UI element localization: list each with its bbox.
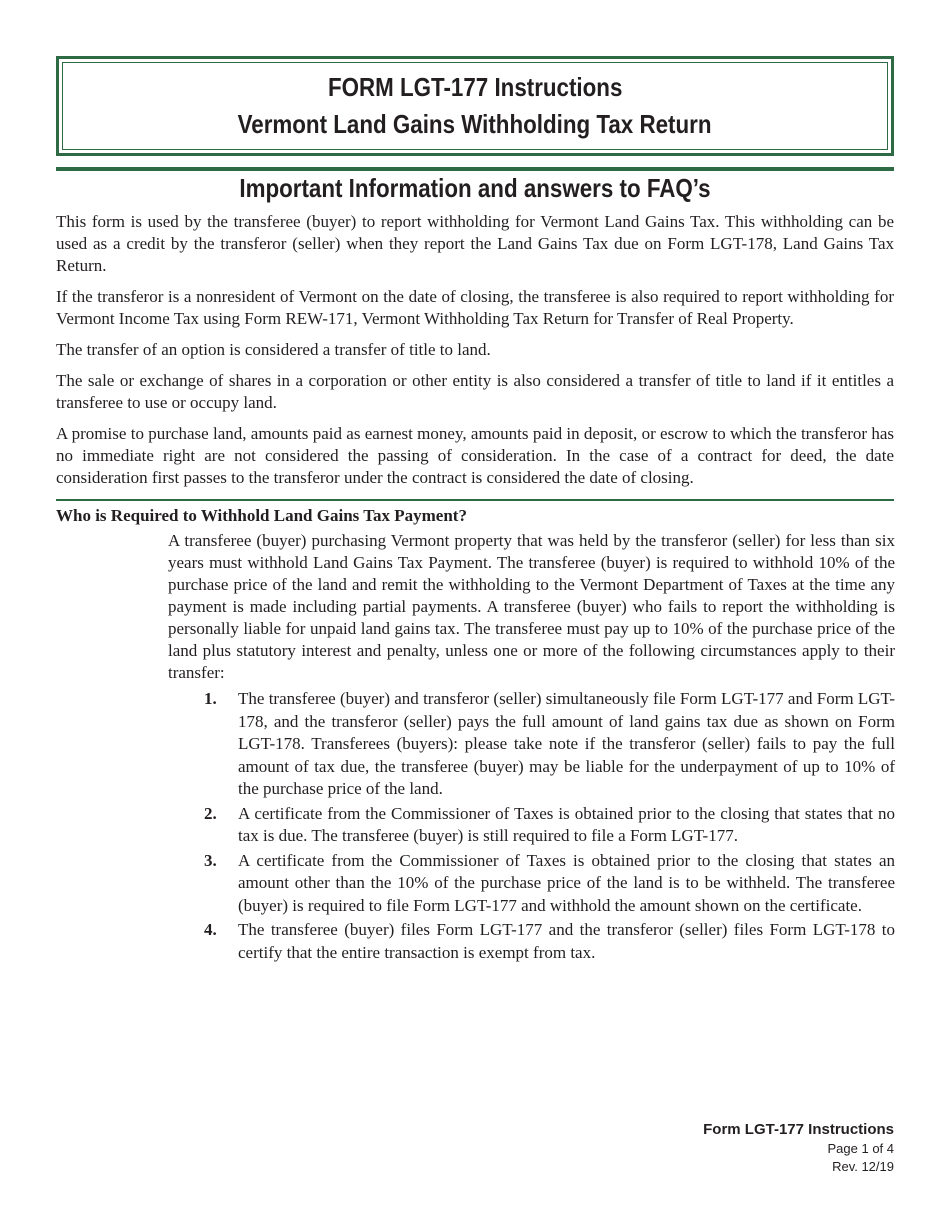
revision-date: Rev. 12/19 (832, 1159, 894, 1174)
faq-question: Who is Required to Withhold Land Gains Tax Payment? (56, 506, 467, 525)
list-item-text: The transferee (buyer) files Form LGT-177 and the transferor (seller) files Form LGT-178 to certify that the entire transaction is exempt from tax. (238, 920, 895, 962)
intro-paragraph: If the transferor is a nonresident of Vermont on the date of closing, the transferee is also required to report withholding for Vermont Income Tax using Form REW-171, Vermont Withholding Tax Return for Transfer of Real Property. (56, 287, 894, 328)
list-item (204, 688, 895, 801)
list-item-number: 1. (204, 689, 217, 708)
form-title: FORM LGT-177 Instructions (327, 72, 623, 102)
title-inner-frame (62, 62, 888, 150)
intro-paragraph: The transfer of an option is considered a transfer of title to land. (56, 340, 491, 359)
page-heading-text: Important Information and answers to FAQ’s (239, 173, 711, 203)
list-item-text: The transferee (buyer) and transferor (seller) simultaneously file Form LGT-177 and Form LGT-178, and the transferor (seller) pays the full amount of land gains tax due as shown on Form LGT-178. Transferees (buyers): please take note if the transferor (seller) fails to pay the full amount of tax due, the transferee (buyer) may be liable for the underpayment of up to 10% of the purchase price of the land. (238, 689, 895, 798)
form-subtitle: Vermont Land Gains Withholding Tax Return (238, 109, 712, 139)
intro-paragraph: A promise to purchase land, amounts paid as earnest money, amounts paid in deposit, or escrow to which the transferor has no immediate right are not considered the passing of consideration. In the case of a contract for deed, the date consideration first passes to the transferor under the contract is considered the date of closing. (56, 424, 894, 487)
faq-divider (56, 499, 894, 501)
intro-paragraph: This form is used by the transferee (buyer) to report withholding for Vermont Land Gains Tax. This withholding can be used as a credit by the transferor (seller) when they report the Land Gains Tax due on Form LGT-178, Land Gains Tax Return. (56, 212, 894, 275)
page-footer (703, 1120, 894, 1176)
list-item (204, 803, 895, 848)
page-heading (56, 171, 894, 205)
list-item-number: 4. (204, 920, 217, 939)
list-item-number: 2. (204, 803, 217, 823)
exception-list (204, 688, 895, 966)
list-item (204, 850, 895, 918)
list-item-number: 3. (204, 850, 217, 870)
list-item-text: A certificate from the Commissioner of Taxes is obtained prior to the closing that states an amount other than the 10% of the purchase price of the land is to be withheld. The transferee (buyer) is required to file Form LGT-177 and withhold the amount shown on the certificate. (238, 850, 895, 915)
list-item (204, 919, 895, 964)
intro-paragraph: The sale or exchange of shares in a corporation or other entity is also considered a transfer of title to land if it entitles a transferee to use or occupy land. (56, 371, 894, 412)
page-number: Page 1 of 4 (827, 1141, 894, 1156)
list-item-text: A certificate from the Commissioner of Taxes is obtained prior to the closing that states that no tax is due. The transferee (buyer) is still required to file a Form LGT-177. (238, 803, 895, 845)
title-box (56, 56, 894, 156)
intro-section (56, 211, 894, 498)
footer-form-name: Form LGT-177 Instructions (703, 1121, 894, 1138)
faq-answer (168, 530, 895, 684)
faq-answer-text: A transferee (buyer) purchasing Vermont property that was held by the transferor (seller) for less than six years must withhold Land Gains Tax Payment. The transferee (buyer) is required to withhold 10% of the purchase price of the land and remit the withholding to the Vermont Department of Taxes at the time any payment is made including partial payments. A transferee (buyer) who fails to report the withholding is personally liable for unpaid land gains tax. The transferee must pay up to 10% of the purchase price of the land plus statutory interest and penalty, unless one or more of the following circumstances apply to their transfer: (168, 531, 895, 682)
